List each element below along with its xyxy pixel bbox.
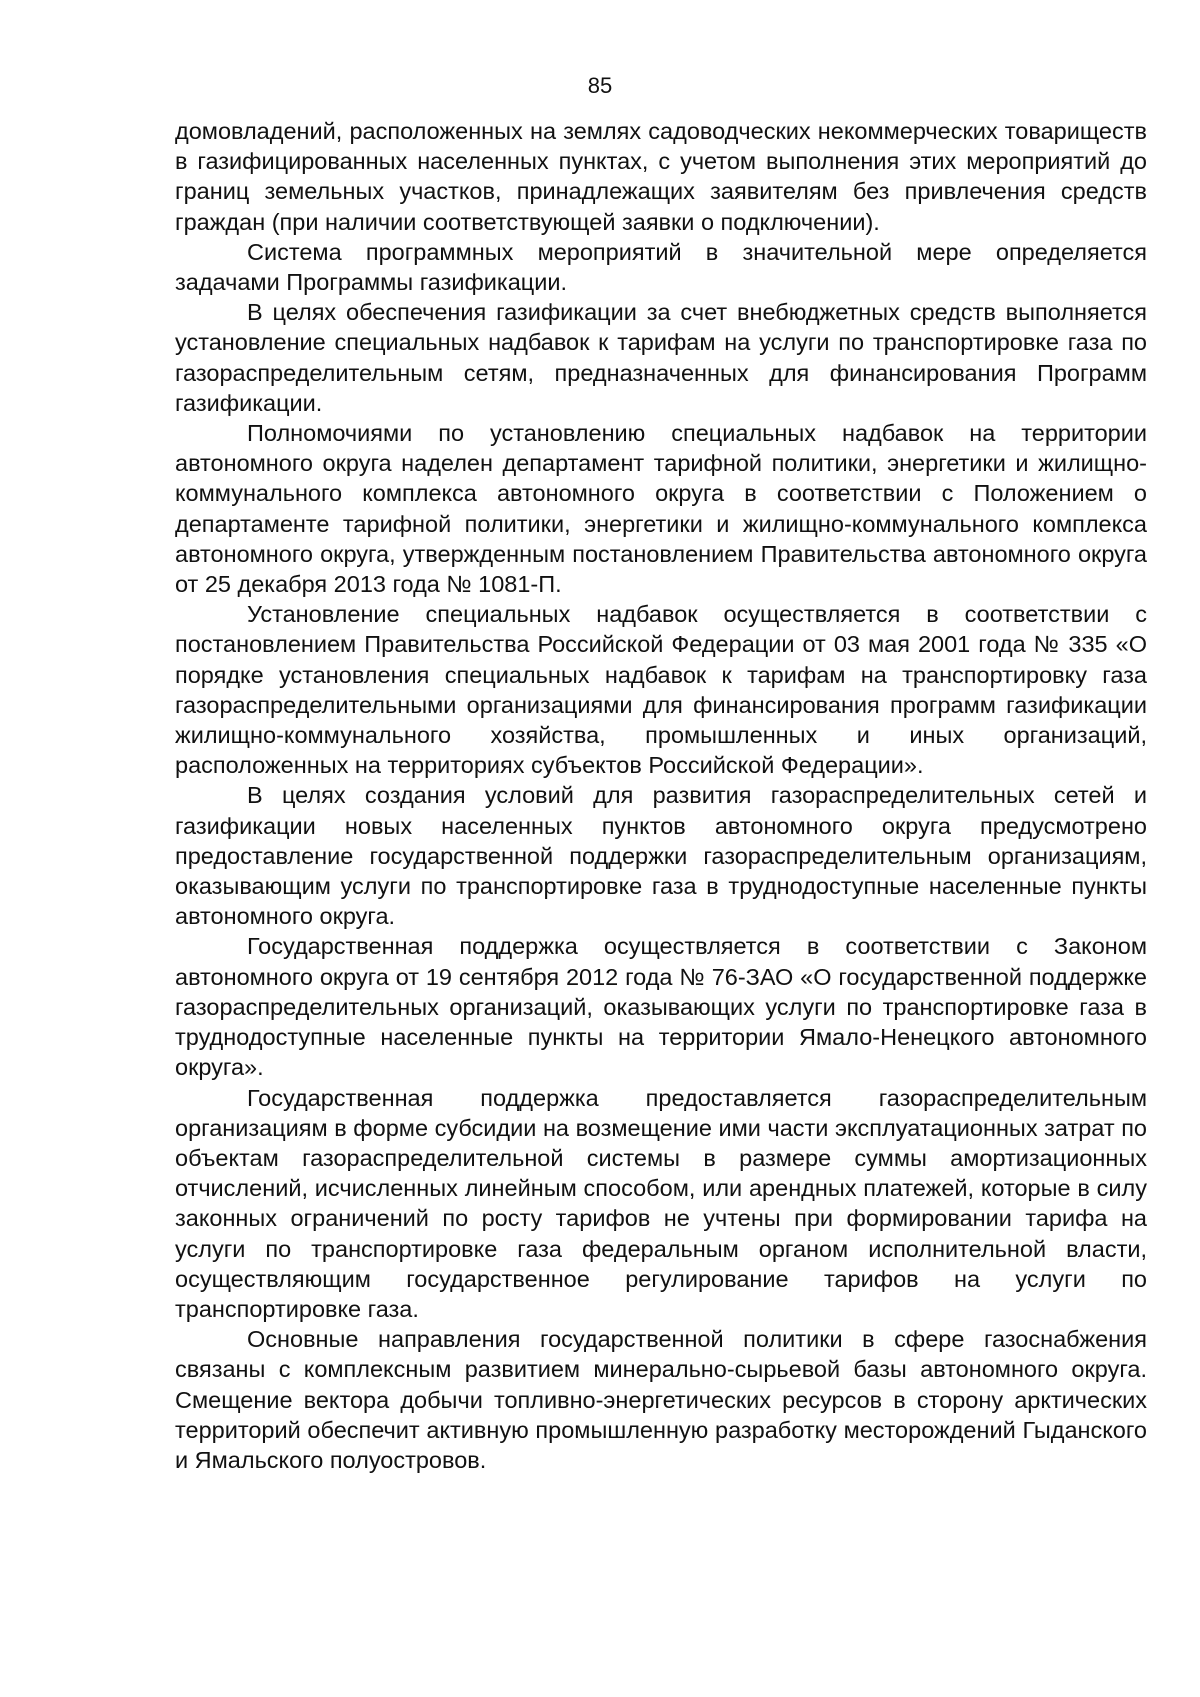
paragraph-extrabudgetary-funding: В целях обеспечения газификации за счет внебюджетных средств выполняется установление специальных надбавок к тарифам на услуги по транспортировке газа по газораспределительным сетям, предназначенных для финансирования Программ газификации. bbox=[175, 299, 1147, 416]
paragraph-special-surcharges: Установление специальных надбавок осуществляется в соответствии с постановлением Правительства Российской Федерации от 03 мая 2001 года № 335 «О порядке установления специальных надбавок к тарифам на транспортировку газа газораспределительными организациями для финансирования программ газификации жилищно-коммунального хозяйства, промышленных и иных организаций, расположенных на территориях субъектов Российской Федерации». bbox=[175, 601, 1147, 779]
document-body bbox=[175, 116, 1147, 1475]
page-number: 85 bbox=[587, 73, 613, 98]
paragraph-program-system: Система программных мероприятий в значительной мере определяется задачами Программы газификации. bbox=[175, 238, 1147, 296]
paragraph-policy-directions: Основные направления государственной политики в сфере газоснабжения связаны с комплексным развитием минерально-сырьевой базы автономного округа. Смещение вектора добычи топливно-энергетических ресурсов в сторону арктических территорий обеспечит активную промышленную разработку месторождений Гыданского и Ямальского полуостровов. bbox=[175, 1326, 1147, 1473]
paragraph-authority: Полномочиями по установлению специальных надбавок на территории автономного округа наделен департамент тарифной политики, энергетики и жилищно-коммунального комплекса автономного округа в соответствии с Положением о департаменте тарифной политики, энергетики и жилищно-коммунального комплекса автономного округа, утвержденным постановлением Правительства автономного округа от 25 декабря 2013 года № 1081-П. bbox=[175, 420, 1147, 598]
paragraph-subsidy: Государственная поддержка предоставляется газораспределительным организациям в форме субсидии на возмещение ими части эксплуатационных затрат по объектам газораспределительной системы в размере суммы амортизационных отчислений, исчисленных линейным способом, или арендных платежей, которые в силу законных ограничений по росту тарифов не учтены при формировании тарифа на услуги по транспортировке газа федеральным органом исполнительной власти, осуществляющим государственное регулирование тарифов на услуги по транспортировке газа. bbox=[175, 1084, 1147, 1322]
paragraph-continuation: домовладений, расположенных на землях садоводческих некоммерческих товариществ в газифицированных населенных пунктах, с учетом выполнения этих мероприятий до границ земельных участков, принадлежащих заявителям без привлечения средств граждан (при наличии соответствующей заявки о подключении). bbox=[175, 118, 1147, 235]
paragraph-state-support-law: Государственная поддержка осуществляется в соответствии с Законом автономного округа от 19 сентября 2012 года № 76-ЗАО «О государственной поддержке газораспределительных организаций, оказывающих услуги по транспортировке газа в труднодоступные населенные пункты на территории Ямало-Ненецкого автономного округа». bbox=[175, 933, 1147, 1081]
paragraph-state-support-goal: В целях создания условий для развития газораспределительных сетей и газификации новых населенных пунктов автономного округа предусмотрено предоставление государственной поддержки газораспределительным организациям, оказывающим услуги по транспортировке газа в труднодоступные населенные пункты автономного округа. bbox=[175, 782, 1147, 930]
